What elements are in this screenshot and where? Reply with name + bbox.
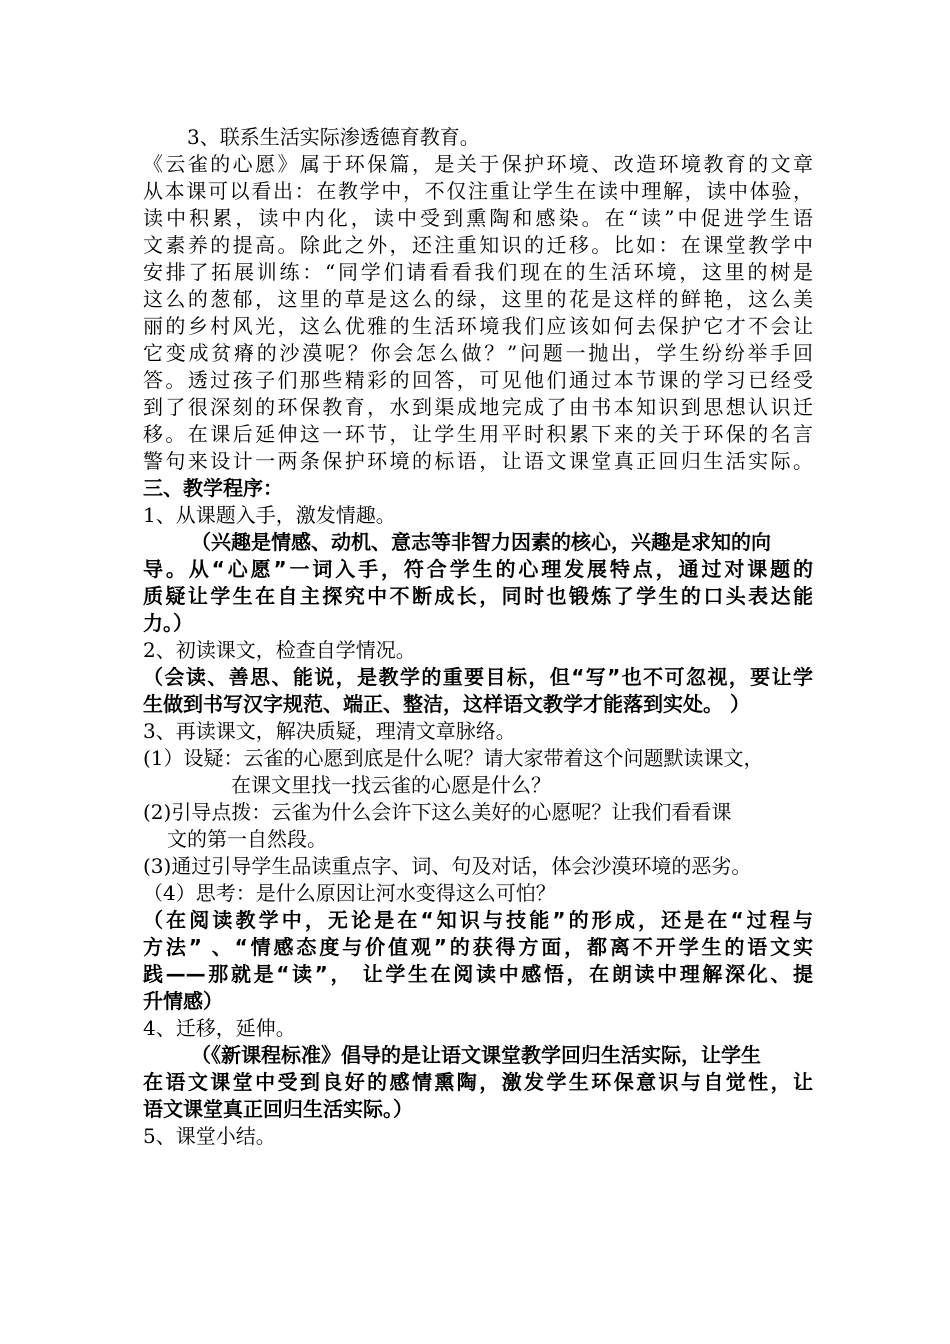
note-line: 质疑让学生在自主探究中不断成长，同时也锻炼了学生的口头表达能: [143, 584, 813, 608]
note-line: 语文课堂真正回归生活实际。）: [143, 1097, 413, 1121]
note-line: 践——那就是“读”， 让学生在阅读中感悟，在朗读中理解深化、提: [143, 962, 813, 986]
note-line: 在语文课堂中受到良好的感情熏陶，激发学生环保意识与自觉性，让: [143, 1070, 813, 1094]
paragraph-line: 答。透过孩子们那些精彩的回答，可见他们通过本节课的学习已经受: [143, 368, 813, 392]
step1-title: 1、从课题入手，激发情趣。: [143, 503, 396, 527]
step4-title: 4、迁移，延伸。: [143, 1016, 296, 1040]
note-line: （《新课程标准》倡导的是让语文课堂教学回归生活实际，让学生: [191, 1043, 761, 1067]
step3-sub1-cont: 在课文里找一找云雀的心愿是什么？: [231, 773, 551, 797]
note-line: （会读、善思、能说，是教学的重要目标，但“写”也不可忽视，要让学: [143, 665, 813, 689]
note-line: 导。从“心愿”一词入手，符合学生的心理发展特点，通过对课题的: [143, 557, 813, 581]
step4-note: [143, 1042, 813, 1123]
note-line: 力。）: [143, 611, 193, 635]
note-line: 升情感）: [143, 989, 223, 1013]
step2-note: [143, 664, 813, 718]
paragraph-line: 从本课可以看出：在教学中，不仅注重让学生在读中理解，读中体验，: [143, 179, 813, 203]
environment-education-paragraph: [143, 151, 813, 475]
paragraph-line: 这么的葱郁，这里的草是这么的绿，这里的花是这样的鲜艳，这么美: [143, 287, 813, 311]
paragraph-line: 警句来设计一两条保护环境的标语，让语文课堂真正回归生活实际。: [143, 449, 813, 473]
paragraph-line: 到了很深刻的环保教育，水到渠成地完成了由书本知识到思想认识迁: [143, 395, 813, 419]
paragraph-line: 安排了拓展训练：“同学们请看看我们现在的生活环境，这里的树是: [143, 260, 813, 284]
paragraph-line: 读中积累，读中内化，读中受到熏陶和感染。在“读”中促进学生语: [143, 206, 813, 230]
item3-heading: 3、联系生活实际渗透德育教育。: [187, 125, 480, 149]
paragraph-line: 它变成贫瘠的沙漠呢？你会怎么做？”问题一抛出，学生纷纷举手回: [143, 341, 813, 365]
paragraph-line: 《云雀的心愿》属于环保篇，是关于保护环境、改造环境教育的文章: [143, 152, 813, 176]
step2-title: 2、初读课文，检查自学情况。: [143, 638, 416, 662]
paragraph-line: 文素养的提高。除此之外，还注重知识的迁移。比如：在课堂教学中: [143, 233, 813, 257]
step3-title: 3、再读课文，解决质疑，理清文章脉络。: [143, 719, 516, 743]
paragraph-line: 移。在课后延伸这一环节，让学生用平时积累下来的关于环保的名言: [143, 422, 813, 446]
step5-title: 5、课堂小结。: [143, 1124, 276, 1148]
step3-note: [143, 907, 813, 1015]
step3-sub2-cont: 文的第一自然段。: [167, 827, 327, 851]
section-heading: 三、教学程序：: [143, 476, 283, 500]
note-line: （在阅读教学中，无论是在“知识与技能”的形成，还是在“过程与: [143, 908, 813, 932]
step3-sub1: (1）设疑：云雀的心愿到底是什么呢？请大家带着这个问题默读课文，: [143, 746, 764, 770]
note-line: 方法” 、“情感态度与价值观”的获得方面，都离不开学生的语文实: [143, 935, 813, 959]
note-line: 生做到书写汉字规范、端正、整洁，这样语文教学才能落到实处。 ）: [143, 692, 750, 716]
step3-sub4: （4）思考：是什么原因让河水变得这么可怕？: [143, 881, 556, 905]
step3-sub3: (3)通过引导学生品读重点字、词、句及对话，体会沙漠环境的恶劣。: [143, 854, 752, 878]
note-line: （兴趣是情感、动机、意志等非智力因素的核心，兴趣是求知的向: [191, 530, 771, 554]
paragraph-line: 丽的乡村风光，这么优雅的生活环境我们应该如何去保护它才不会让: [143, 314, 813, 338]
step1-note: [143, 529, 813, 637]
document-page: [143, 124, 813, 1150]
step3-sub2: (2)引导点拨：云雀为什么会许下这么美好的心愿呢？让我们看看课: [143, 800, 732, 824]
